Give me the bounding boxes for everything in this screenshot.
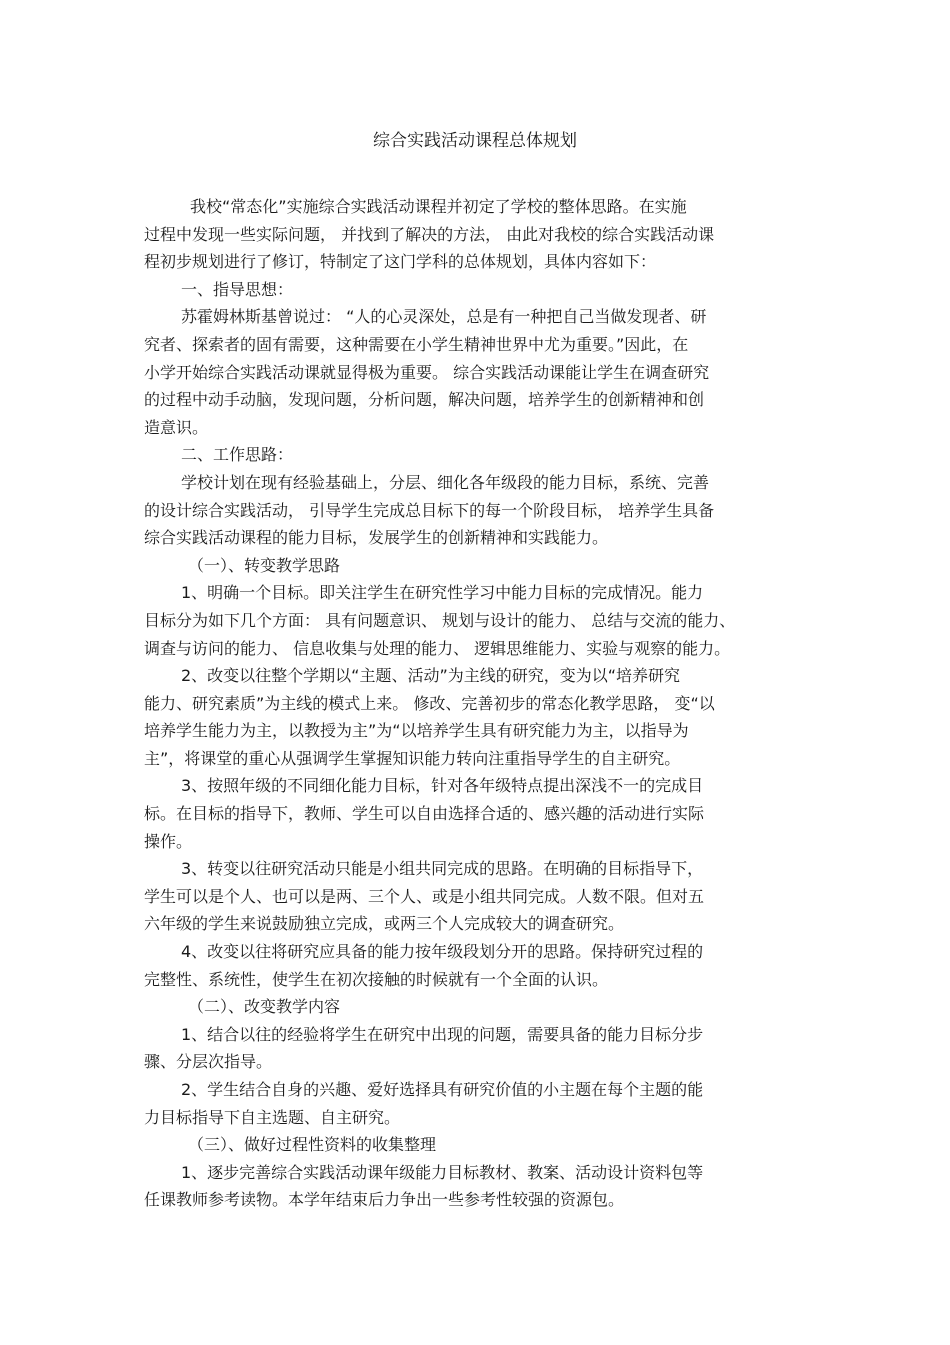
paragraph-line: 主”，将课堂的重心从强调学生掌握知识能力转向注重指导学生的自主研究。 bbox=[144, 748, 681, 768]
section-heading: 二、工作思路： bbox=[181, 445, 294, 465]
subsection-heading: （三）、做好过程性资料的收集整理 bbox=[188, 1135, 437, 1155]
paragraph-line: 3、转变以往研究活动只能是小组共同完成的思路。在明确的目标指导下， bbox=[181, 859, 704, 879]
subsection-heading: （二）、改变教学内容 bbox=[188, 997, 341, 1017]
paragraph-line: 1、明确一个目标。即关注学生在研究性学习中能力目标的完成情况。能力 bbox=[181, 583, 704, 603]
section-heading: 一、指导思想： bbox=[181, 279, 294, 299]
paragraph-line: 学生可以是个人、也可以是两、三个人、或是小组共同完成。人数不限。但对五 bbox=[144, 886, 705, 906]
document-title: 综合实践活动课程总体规划 bbox=[373, 131, 577, 151]
paragraph-line: 六年级的学生来说鼓励独立完成，或两三个人完成较大的调查研究。 bbox=[144, 914, 625, 934]
paragraph-line: 目标分为如下几个方面： 具有问题意识、 规划与设计的能力、 总结与交流的能力、 bbox=[144, 610, 736, 630]
paragraph-line: 标。在目标的指导下，教师、学生可以自由选择合适的、感兴趣的活动进行实际 bbox=[144, 804, 705, 824]
paragraph-line: 力目标指导下自主选题、自主研究。 bbox=[144, 1107, 401, 1127]
paragraph-line: 小学开始综合实践活动课就显得极为重要。 综合实践活动课能让学生在调查研究 bbox=[144, 362, 710, 382]
paragraph-line: 操作。 bbox=[144, 831, 193, 851]
subsection-heading: （一）、转变教学思路 bbox=[188, 555, 341, 575]
paragraph-line: 4、改变以往将研究应具备的能力按年级段划分开的思路。保持研究过程的 bbox=[181, 942, 704, 962]
paragraph-line: 调查与访问的能力、 信息收集与处理的能力、 逻辑思维能力、实验与观察的能力。 bbox=[144, 638, 731, 658]
paragraph-line: 能力、研究素质”为主线的模式上来。 修改、完善初步的常态化教学思路， 变“以 bbox=[144, 693, 715, 713]
paragraph-line: 骤、分层次指导。 bbox=[144, 1052, 273, 1072]
document-body bbox=[144, 193, 814, 1214]
paragraph-line: 学校计划在现有经验基础上，分层、细化各年级段的能力目标，系统、完善 bbox=[181, 472, 710, 492]
paragraph-line: 3、按照年级的不同细化能力目标，针对各年级特点提出深浅不一的完成目 bbox=[181, 776, 704, 796]
paragraph-line: 造意识。 bbox=[144, 417, 209, 437]
paragraph-line: 完整性、系统性，使学生在初次接触的时候就有一个全面的认识。 bbox=[144, 969, 609, 989]
paragraph-line: 1、结合以往的经验将学生在研究中出现的问题，需要具备的能力目标分步 bbox=[181, 1024, 704, 1044]
paragraph-line: 综合实践活动课程的能力目标，发展学生的创新精神和实践能力。 bbox=[144, 528, 609, 548]
paragraph-line: 苏霍姆林斯基曾说过： “人的心灵深处，总是有一种把自己当做发现者、研 bbox=[181, 307, 707, 327]
paragraph-line: 培养学生能力为主，以教授为主”为“以培养学生具有研究能力为主，以指导为 bbox=[144, 721, 689, 741]
paragraph-line: 任课教师参考读物。本学年结束后力争出一些参考性较强的资源包。 bbox=[144, 1190, 625, 1210]
paragraph-line: 我校“常态化”实施综合实践活动课程并初定了学校的整体思路。在实施 bbox=[190, 197, 687, 216]
paragraph-line: 2、学生结合自身的兴趣、爱好选择具有研究价值的小主题在每个主题的能 bbox=[181, 1080, 704, 1099]
paragraph-line: 过程中发现一些实际问题， 并找到了解决的方法， 由此对我校的综合实践活动课 bbox=[144, 224, 715, 244]
paragraph-line: 的过程中动手动脑，发现问题，分析问题，解决问题，培养学生的创新精神和创 bbox=[144, 390, 705, 410]
paragraph-line: 程初步规划进行了修订，特制定了这门学科的总体规划，具体内容如下： bbox=[144, 252, 657, 272]
paragraph-line: 的设计综合实践活动， 引导学生完成总目标下的每一个阶段目标， 培养学生具备 bbox=[144, 500, 715, 520]
paragraph-line: 2、改变以往整个学期以“主题、活动”为主线的研究，变为以“培养研究 bbox=[181, 666, 681, 686]
paragraph-line: 究者、探索者的固有需要，这种需要在小学生精神世界中尤为重要。”因此，在 bbox=[144, 334, 689, 354]
paragraph-line: 1、逐步完善综合实践活动课年级能力目标教材、教案、活动设计资料包等 bbox=[181, 1162, 704, 1182]
